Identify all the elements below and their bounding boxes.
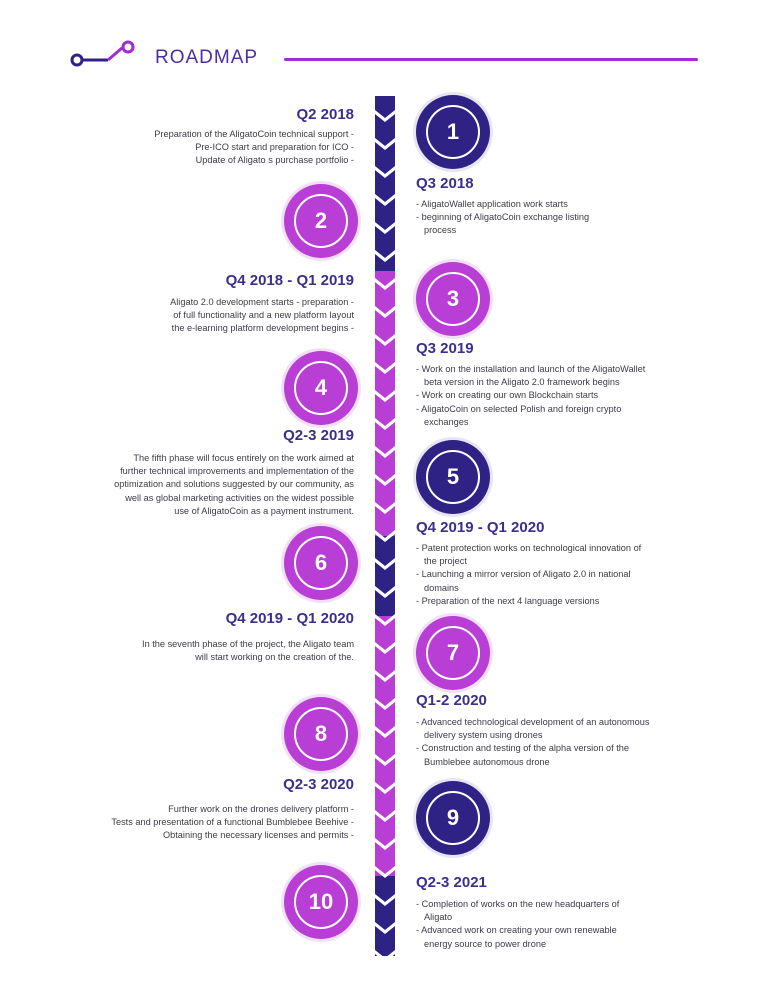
- milestone-3-number: 3: [446, 286, 460, 311]
- milestone-4-description: - Work on the installation and launch of the AligatoWallet beta version in the Aligato 2.0 framework begins - Work on creating our own Blockchain starts - AligatoCoin on selected Polish and foreign crypto exchanges: [416, 364, 646, 427]
- milestone-3-description: Aligato 2.0 development starts - preparation - of full functionality and a new platform layout the e-learning platform development begins -: [170, 297, 354, 334]
- milestone-1-period: Q2 2018: [296, 106, 354, 123]
- milestone-4-number: 4: [314, 375, 328, 400]
- milestone-9-period: Q2-3 2020: [283, 776, 354, 793]
- milestone-2-period: Q3 2018: [416, 175, 474, 192]
- milestone-7-description: In the seventh phase of the project, the Aligato team will start working on the creation of the.: [142, 639, 354, 663]
- milestone-10-period: Q2-3 2021: [416, 874, 487, 891]
- milestone-1-description: Preparation of the AligatoCoin technical support - Pre-ICO start and preparation for ICO - Update of Aligato s purchase portfolio -: [154, 129, 354, 166]
- timeline-spine: [375, 96, 395, 956]
- milestone-10-number: 10: [308, 889, 334, 914]
- milestone-6-badge: [284, 526, 358, 600]
- milestone-8-badge: [284, 697, 358, 771]
- milestone-9-number: 9: [446, 805, 460, 830]
- milestone-3-badge: [416, 262, 490, 336]
- milestone-7-number: 7: [446, 640, 460, 665]
- milestone-9-description: Further work on the drones delivery platform - Tests and presentation of a functional Bumblebee Beehive - Obtaining the necessary licenses and permits -: [111, 804, 354, 841]
- milestone-8-period: Q1-2 2020: [416, 692, 487, 709]
- milestone-5-period: Q2-3 2019: [283, 427, 354, 444]
- milestone-5-number: 5: [446, 464, 460, 489]
- milestone-9-badge: [416, 781, 490, 855]
- title-divider: [284, 58, 698, 61]
- milestone-7-badge: [416, 616, 490, 690]
- milestone-4-badge: [284, 351, 358, 425]
- milestone-8-description: - Advanced technological development of an autonomous delivery system using drones - Construction and testing of the alpha version of the Bumblebee autonomous drone: [416, 717, 650, 767]
- milestone-10-badge: [284, 865, 358, 939]
- page-title: ROADMAP: [155, 47, 259, 68]
- milestone-7-period: Q4 2019 - Q1 2020: [225, 610, 354, 627]
- timeline-chevrons: [375, 96, 395, 956]
- milestone-6-period: Q4 2019 - Q1 2020: [416, 519, 545, 536]
- milestone-2-badge: [284, 184, 358, 258]
- milestone-2-number: 2: [314, 208, 328, 233]
- circuit-logo-icon: [70, 40, 142, 68]
- milestone-1-number: 1: [446, 119, 460, 144]
- milestone-10-description: - Completion of works on the new headquarters of Aligato - Advanced work on creating your own renewable energy source to power drone: [416, 899, 620, 949]
- milestone-6-description: - Patent protection works on technological innovation of the project - Launching a mirror version of Aligato 2.0 in national domains - Preparation of the next 4 language versions: [416, 543, 642, 606]
- milestone-3-period: Q4 2018 - Q1 2019: [225, 272, 354, 289]
- milestone-1-badge: [416, 95, 490, 169]
- milestone-5-description: The fifth phase will focus entirely on the work aimed at further technical improvements and implementation of the optimization and solutions suggested by our community, as well as global marketing activities on the widest possible use of AligatoCoin as a payment instrument.: [114, 453, 354, 516]
- milestone-2-description: - AligatoWallet application work starts - beginning of AligatoCoin exchange listing process: [416, 199, 590, 236]
- milestone-6-number: 6: [314, 550, 328, 575]
- milestone-5-badge: [416, 440, 490, 514]
- milestone-8-number: 8: [314, 721, 328, 746]
- milestone-4-period: Q3 2019: [416, 340, 474, 357]
